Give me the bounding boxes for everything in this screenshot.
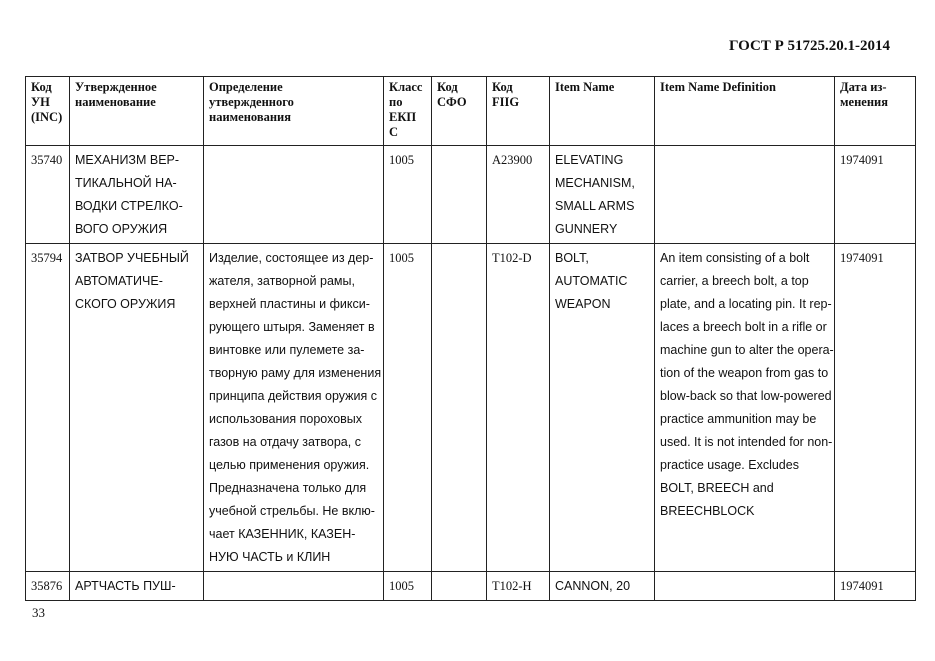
- definition-line: жателя, затворной рамы,: [209, 274, 355, 288]
- item-def-line: used. It is not intended for non-: [660, 435, 833, 449]
- definition-line: целью применения оружия.: [209, 458, 370, 472]
- definition-line: Предназначена только для: [209, 481, 367, 495]
- approved-name-line: ТИКАЛЬНОЙ НА-: [75, 176, 177, 190]
- inc-code-cell: 35876: [26, 572, 70, 601]
- approved-name-line: АВТОМАТИЧЕ-: [75, 274, 163, 288]
- header-line: FIIG: [492, 95, 520, 109]
- item-def-line: practice usage. Excludes: [660, 458, 799, 472]
- approved-name-line: ВОДКИ СТРЕЛКО-: [75, 199, 183, 213]
- definition-cell: [204, 146, 384, 244]
- header-line: наименование: [75, 95, 156, 109]
- date-cell: 1974091: [835, 244, 916, 572]
- header-line: УН: [31, 95, 50, 109]
- date-cell: 1974091: [835, 572, 916, 601]
- item-def-line: carrier, a breech bolt, a top: [660, 274, 809, 288]
- approved-name-cell: [70, 146, 204, 244]
- fiig-cell: T102-D: [487, 244, 550, 572]
- col-class-header: [384, 77, 432, 146]
- definition-line: НУЮ ЧАСТЬ и КЛИН: [209, 550, 331, 564]
- page-number: 33: [32, 605, 45, 620]
- class-cell: 1005: [384, 244, 432, 572]
- header-line: Утвержденное: [75, 80, 157, 94]
- date-cell: 1974091: [835, 146, 916, 244]
- definition-line: чает КАЗЕННИК, КАЗЕН-: [209, 527, 356, 541]
- item-name-cell: [550, 244, 655, 572]
- item-def-line: BOLT, BREECH and: [660, 481, 774, 495]
- nomenclature-table: [25, 76, 916, 601]
- definition-line: верхней пластины и фикси-: [209, 297, 370, 311]
- header-line: менения: [840, 95, 888, 109]
- header-line: Класс: [389, 80, 423, 94]
- sfo-cell: [432, 146, 487, 244]
- col-code-inc-header: [26, 77, 70, 146]
- fiig-cell: T102-H: [487, 572, 550, 601]
- header-line: ЕКП: [389, 110, 417, 124]
- approved-name-line: АРТЧАСТЬ ПУШ-: [75, 579, 176, 593]
- header-line: С: [389, 125, 399, 139]
- item-def-line: plate, and a locating pin. It rep-: [660, 297, 832, 311]
- table-row: [26, 244, 916, 572]
- item-name-cell: [550, 572, 655, 601]
- item-def-line: BREECHBLOCK: [660, 504, 755, 518]
- definition-line: принципа действия оружия с: [209, 389, 377, 403]
- class-cell: 1005: [384, 572, 432, 601]
- document-code: ГОСТ Р 51725.20.1-2014: [728, 38, 890, 54]
- class-cell: 1005: [384, 146, 432, 244]
- item-def-line: blow-back so that low-powered: [660, 389, 832, 403]
- header-line: Код: [492, 80, 513, 94]
- definition-line: учебной стрельбы. Не вклю-: [209, 504, 375, 518]
- header-line: по: [389, 95, 403, 109]
- sfo-cell: [432, 572, 487, 601]
- header-line: (INC): [31, 110, 63, 124]
- approved-name-line: ЗАТВОР УЧЕБНЫЙ: [75, 251, 189, 265]
- table-header-row: [26, 77, 916, 146]
- header-line: Item Name Definition: [660, 80, 776, 94]
- header-line: Дата из-: [840, 80, 887, 94]
- item-name-line: CANNON, 20: [555, 579, 631, 593]
- definition-line: использования пороховых: [209, 412, 363, 426]
- approved-name-line: МЕХАНИЗМ ВЕР-: [75, 153, 180, 167]
- header-line: Item Name: [555, 80, 615, 94]
- item-name-line: SMALL ARMS: [555, 199, 635, 213]
- definition-line: газов на отдачу затвора, с: [209, 435, 361, 449]
- inc-code-cell: 35740: [26, 146, 70, 244]
- item-name-line: WEAPON: [555, 297, 611, 311]
- item-def-cell: [655, 146, 835, 244]
- col-fiig-header: [487, 77, 550, 146]
- table-row: [26, 146, 916, 244]
- table-row: [26, 572, 916, 601]
- item-def-line: machine gun to alter the opera-: [660, 343, 834, 357]
- col-item-def-header: [655, 77, 835, 146]
- header-line: наименования: [209, 110, 292, 124]
- header-line: Код: [31, 80, 52, 94]
- item-def-line: laces a breech bolt in a rifle or: [660, 320, 827, 334]
- item-name-line: MECHANISM,: [555, 176, 635, 190]
- col-item-name-header: [550, 77, 655, 146]
- definition-line: винтовке или пулемете за-: [209, 343, 365, 357]
- approved-name-line: СКОГО ОРУЖИЯ: [75, 297, 176, 311]
- col-date-header: [835, 77, 916, 146]
- item-name-line: BOLT,: [555, 251, 589, 265]
- definition-line: рующего штыря. Заменяет в: [209, 320, 375, 334]
- header-line: Код: [437, 80, 458, 94]
- item-name-line: ELEVATING: [555, 153, 624, 167]
- definition-line: Изделие, состоящее из дер-: [209, 251, 374, 265]
- approved-name-line: ВОГО ОРУЖИЯ: [75, 222, 168, 236]
- approved-name-cell: [70, 244, 204, 572]
- definition-cell: [204, 572, 384, 601]
- item-def-cell: [655, 572, 835, 601]
- item-name-cell: [550, 146, 655, 244]
- header-line: СФО: [437, 95, 467, 109]
- definition-cell: [204, 244, 384, 572]
- definition-line: творную раму для изменения: [209, 366, 382, 380]
- approved-name-cell: [70, 572, 204, 601]
- header-line: Определение: [209, 80, 283, 94]
- header-line: утвержденного: [209, 95, 294, 109]
- item-def-line: An item consisting of a bolt: [660, 251, 810, 265]
- item-name-line: AUTOMATIC: [555, 274, 628, 288]
- col-approved-name-header: [70, 77, 204, 146]
- item-def-line: practice ammunition may be: [660, 412, 817, 426]
- item-def-line: tion of the weapon from gas to: [660, 366, 829, 380]
- sfo-cell: [432, 244, 487, 572]
- col-sfo-header: [432, 77, 487, 146]
- item-def-cell: [655, 244, 835, 572]
- item-name-line: GUNNERY: [555, 222, 618, 236]
- col-definition-header: [204, 77, 384, 146]
- fiig-cell: A23900: [487, 146, 550, 244]
- inc-code-cell: 35794: [26, 244, 70, 572]
